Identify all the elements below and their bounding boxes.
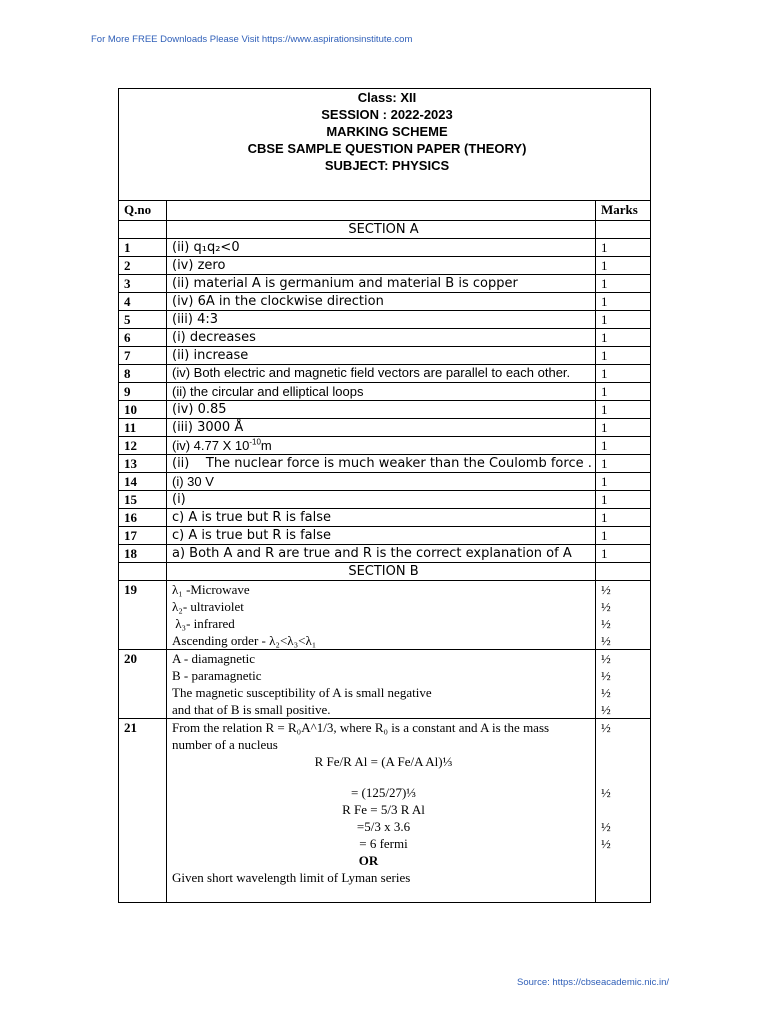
answer-text: (iv) Both electric and magnetic field vectors are parallel to each other.	[167, 365, 596, 383]
answer-text: (ii) the circular and elliptical loops	[167, 383, 596, 401]
table-row	[119, 293, 651, 311]
class-title: Class: XII	[357, 90, 417, 105]
table-row	[119, 491, 651, 509]
marks-value: 1	[596, 455, 651, 473]
table-row	[119, 257, 651, 275]
answer-header	[167, 201, 596, 221]
answer-text: (iii) 4:3	[167, 311, 596, 329]
header-download-link[interactable]: For More FREE Downloads Please Visit https://www.aspirationsinstitute.com	[91, 34, 413, 45]
table-row	[119, 473, 651, 491]
table-row	[119, 401, 651, 419]
question-number: 11	[119, 419, 167, 437]
marks-value: 1	[596, 419, 651, 437]
table-row	[119, 275, 651, 293]
question-number: 3	[119, 275, 167, 293]
marks-value: 1	[596, 527, 651, 545]
question-number: 13	[119, 455, 167, 473]
marks-value: 1	[596, 239, 651, 257]
marks-header: Marks	[596, 201, 651, 221]
marks-value: 1	[596, 437, 651, 455]
table-row	[119, 329, 651, 347]
section-a-heading: SECTION A	[167, 221, 596, 239]
marks-value: 1	[596, 257, 651, 275]
answer-text: (ii) The nuclear force is much weaker than the Coulomb force .	[167, 455, 596, 473]
section-a-row	[119, 221, 651, 239]
answer-text: From the relation R = R₀A^1/3, where R₀ is a constant and A is the mass number of a nucleus R Fe/R Al = (A Fe/A Al)⅓ = (125/27)⅓ R Fe = 5/3 R Al =5/3 x 3.6 = 6 fermi OR Given short wavelength limit of Lyman series	[167, 719, 596, 903]
answer-text: (iii) 3000 Å	[167, 419, 596, 437]
answer-text: (ii) q₁q₂<0	[167, 239, 596, 257]
marks-value: 1	[596, 491, 651, 509]
table-row	[119, 311, 651, 329]
answer-text: (i)	[167, 491, 596, 509]
qno-header: Q.no	[119, 201, 167, 221]
question-number: 18	[119, 545, 167, 563]
table-row	[119, 437, 651, 455]
answer-text: (iv) 0.85	[167, 401, 596, 419]
question-number: 2	[119, 257, 167, 275]
question-number: 9	[119, 383, 167, 401]
question-number: 19	[119, 581, 167, 650]
table-row	[119, 383, 651, 401]
marks-value: 1	[596, 383, 651, 401]
question-number: 8	[119, 365, 167, 383]
paper-title: CBSE SAMPLE QUESTION PAPER (THEORY)	[247, 141, 527, 156]
answer-text: a) Both A and R are true and R is the correct explanation of A	[167, 545, 596, 563]
question-number: 15	[119, 491, 167, 509]
marks-value: 1	[596, 347, 651, 365]
title-block	[119, 89, 651, 201]
question-number: 4	[119, 293, 167, 311]
footer-source-link[interactable]: Source: https://cbseacademic.nic.in/	[517, 977, 670, 988]
marks-value: ½ ½ ½ ½	[596, 581, 651, 650]
answer-text: (ii) material A is germanium and material B is copper	[167, 275, 596, 293]
answer-text: (ii) increase	[167, 347, 596, 365]
column-header-row	[119, 201, 651, 221]
answer-text: c) A is true but R is false	[167, 509, 596, 527]
marks-value: 1	[596, 293, 651, 311]
question-number: 21	[119, 719, 167, 903]
marking-scheme-table	[118, 88, 651, 903]
scheme-title: MARKING SCHEME	[326, 124, 448, 139]
question-number: 16	[119, 509, 167, 527]
table-row	[119, 419, 651, 437]
answer-text: (i) decreases	[167, 329, 596, 347]
question-number: 1	[119, 239, 167, 257]
answer-text: c) A is true but R is false	[167, 527, 596, 545]
session-title: SESSION : 2022-2023	[321, 107, 453, 122]
question-number: 7	[119, 347, 167, 365]
table-row	[119, 347, 651, 365]
section-b-row	[119, 563, 651, 581]
answer-text: (iv) 4.77 X $10^{-10}m$	[167, 437, 596, 455]
answer-text: (iv) 6A in the clockwise direction	[167, 293, 596, 311]
question-number: 12	[119, 437, 167, 455]
marks-value: 1	[596, 365, 651, 383]
answer-text: A - diamagnetic B - paramagnetic The magnetic susceptibility of A is small negative and that of B is small positive.	[167, 650, 596, 719]
section-b-heading: SECTION B	[167, 563, 596, 581]
table-row	[119, 239, 651, 257]
marks-value: 1	[596, 473, 651, 491]
marks-value: 1	[596, 275, 651, 293]
subject-title: SUBJECT: PHYSICS	[324, 158, 450, 173]
table-row	[119, 455, 651, 473]
marks-value: 1	[596, 329, 651, 347]
table-row	[119, 527, 651, 545]
marks-value: 1	[596, 509, 651, 527]
question-number: 5	[119, 311, 167, 329]
table-row	[119, 509, 651, 527]
table-row	[119, 365, 651, 383]
answer-text: (i) 30 V	[167, 473, 596, 491]
answer-text: (iv) zero	[167, 257, 596, 275]
question-number: 14	[119, 473, 167, 491]
marks-value: 1	[596, 401, 651, 419]
table-row	[119, 719, 651, 903]
question-number: 6	[119, 329, 167, 347]
question-number: 10	[119, 401, 167, 419]
question-number: 20	[119, 650, 167, 719]
table-row	[119, 581, 651, 650]
answer-text: λ₁ -Microwave λ₂- ultraviolet λ₃- infrared Ascending order - λ₂<λ₃<λ₁	[167, 581, 596, 650]
marks-value: 1	[596, 311, 651, 329]
marks-value: ½ ½ ½ ½	[596, 719, 651, 903]
question-number: 17	[119, 527, 167, 545]
marks-value: ½ ½ ½ ½	[596, 650, 651, 719]
table-row	[119, 545, 651, 563]
marks-value: 1	[596, 545, 651, 563]
table-row	[119, 650, 651, 719]
title-row	[119, 89, 651, 201]
